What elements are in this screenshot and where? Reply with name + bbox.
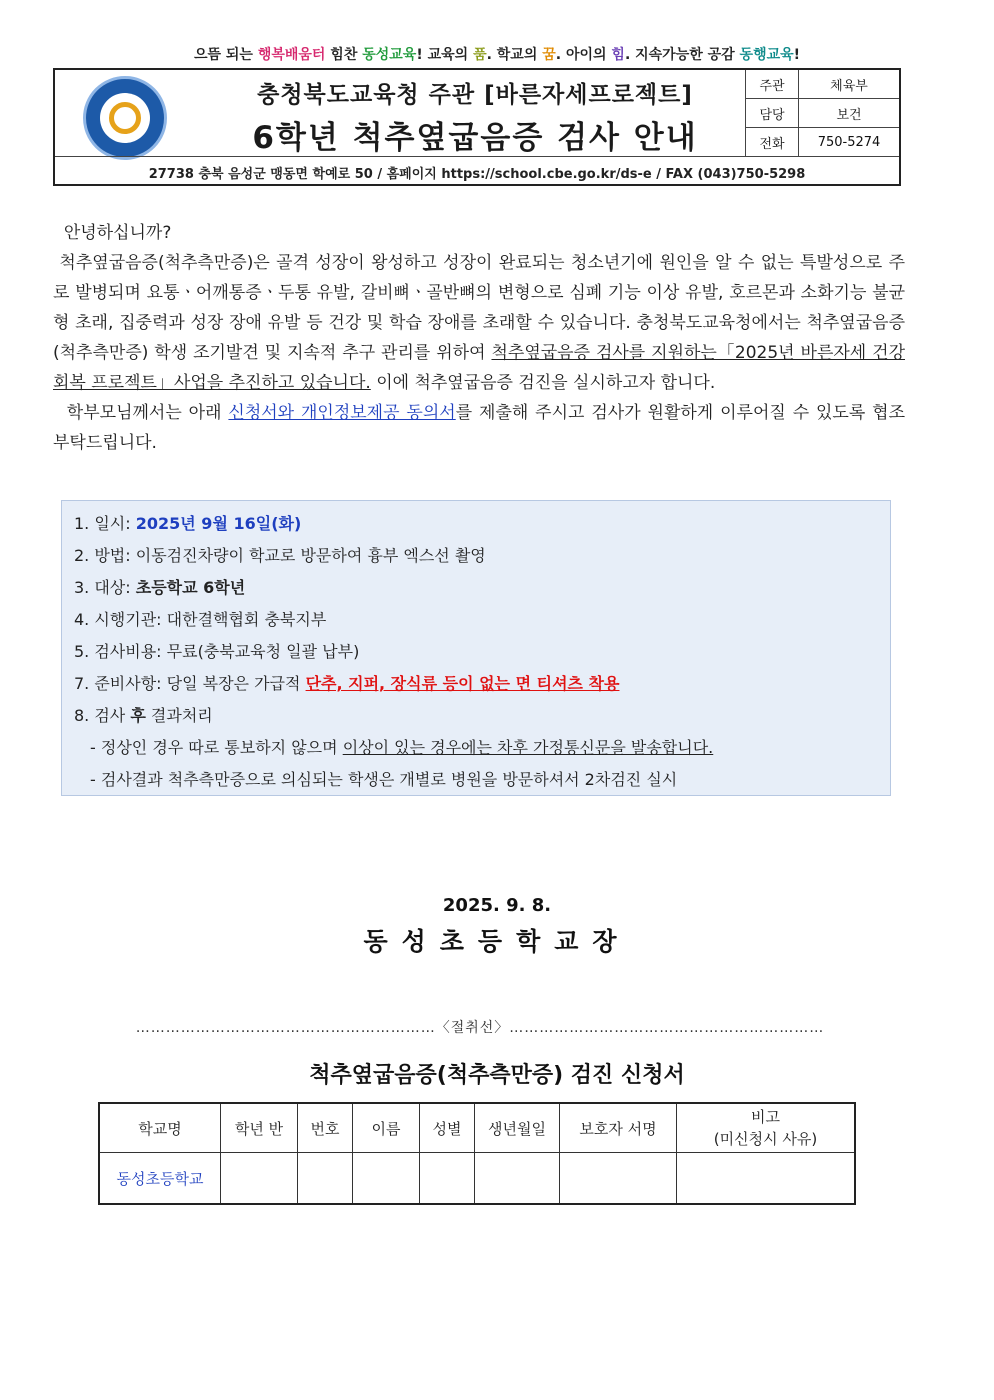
- form-input-gender[interactable]: [420, 1153, 475, 1205]
- detail-value: 초등학교 6학년: [135, 578, 246, 597]
- letter-date: 2025. 9. 8.: [442, 895, 552, 916]
- detail-sub-text: - 정상인 경우 따로 통보하지 않으며: [90, 738, 343, 757]
- cut-line: ……………………………………………………〈절취선〉………………………………………………………: [135, 1020, 825, 1036]
- detail-sub-followup: - 검사결과 척추측만증으로 의심되는 학생은 개별로 병원을 방문하셔서 2차검진 실시: [90, 770, 678, 789]
- form-input-guardian-signature[interactable]: [560, 1153, 677, 1205]
- slogan-text: 동행교육: [739, 47, 794, 63]
- letter-header: [53, 68, 901, 186]
- detail-sub-normal: [90, 735, 713, 758]
- info-value: 보건: [799, 99, 900, 128]
- form-header-cell: 성별: [420, 1103, 475, 1153]
- slogan-text: 꿈: [542, 47, 556, 63]
- detail-label: 결과처리: [145, 706, 213, 725]
- school-logo: [83, 76, 167, 160]
- info-key: 주관: [746, 70, 799, 99]
- header-title-line2: 6학년 척추옆굽음증 검사 안내: [252, 120, 698, 156]
- greeting: [53, 218, 905, 248]
- paragraph-text: 를 제출해 주시고 검사가 원활하게 이루어질 수 있도록 협조 부탁드립니다.: [53, 403, 906, 453]
- paragraph-2: [53, 398, 905, 458]
- greeting-text: 안녕하십니까?: [63, 223, 172, 243]
- exam-details-box: [61, 500, 891, 796]
- detail-target: [74, 575, 245, 598]
- info-value: 체육부: [799, 70, 900, 99]
- form-title: 척추옆굽음증(척추측만증) 검진 신청서: [309, 1063, 685, 1088]
- detail-value: 2025년 9월 16일(화): [135, 514, 302, 533]
- logo-emblem: [100, 93, 150, 143]
- form-header-cell: 생년월일: [475, 1103, 560, 1153]
- form-header-cell: 번호: [298, 1103, 353, 1153]
- detail-label: 3. 대상:: [74, 578, 136, 597]
- slogan-text: 행복배움터: [257, 47, 326, 63]
- info-key: 담당: [746, 99, 799, 128]
- form-input-row: [99, 1153, 855, 1205]
- paragraph-1: [53, 248, 905, 398]
- principal-signature: 동성초등학교장: [363, 927, 631, 956]
- header-divider: [55, 156, 899, 157]
- slogan-text: . 학교의: [486, 47, 543, 63]
- slogan-text: 으뜸 되는: [193, 47, 258, 63]
- letter-body: [53, 218, 905, 458]
- detail-label-bold: 후: [130, 706, 146, 725]
- detail-label: 1. 일시:: [74, 514, 136, 533]
- form-school-name: 동성초등학교: [99, 1153, 221, 1205]
- detail-label: 8. 검사: [74, 706, 131, 725]
- detail-institution: 4. 시행기관: 대한결핵협회 충북지부: [74, 610, 327, 629]
- form-input-grade-class[interactable]: [221, 1153, 298, 1205]
- slogan-text: 힘찬: [325, 47, 363, 63]
- school-address: 27738 충북 음성군 맹동면 학예로 50 / 홈페이지 https://school.cbe.go.kr/ds-e / FAX (043)750-5298: [148, 167, 806, 182]
- header-title-line1: 충청북도교육청 주관 [바른자세프로젝트]: [257, 82, 693, 108]
- logo-ring: [109, 102, 141, 134]
- detail-sub-underlined: 이상이 있는 경우에는 차후 가정통신문을 발송합니다.: [342, 738, 714, 757]
- detail-method: 2. 방법: 이동검진차량이 학교로 방문하여 흉부 엑스선 촬영: [74, 546, 486, 565]
- form-reference-link: 신청서와 개인정보제공 동의서: [228, 403, 456, 423]
- slogan-text: . 아이의: [555, 47, 612, 63]
- form-header-cell: 학교명: [99, 1103, 221, 1153]
- paragraph-text: 학부모님께서는 아래: [66, 403, 229, 423]
- form-header-cell: 이름: [353, 1103, 420, 1153]
- info-value: 750-5274: [799, 128, 900, 157]
- detail-value: 단추, 지퍼, 장식류 등이 없는 면 티셔츠 착용: [305, 674, 620, 693]
- detail-label: 7. 준비사항: 당일 복장은 가급적: [74, 674, 306, 693]
- slogan-text: !: [793, 47, 801, 63]
- title-box: [205, 70, 745, 156]
- slogan-text: . 지속가능한 공감: [624, 47, 740, 63]
- contact-info-table: [745, 70, 899, 156]
- slogan-text: 힘: [611, 47, 625, 63]
- application-form-table: [98, 1102, 856, 1205]
- form-header-row: [99, 1103, 855, 1153]
- form-input-birthdate[interactable]: [475, 1153, 560, 1205]
- detail-cost: 5. 검사비용: 무료(충북교육청 일괄 납부): [74, 642, 360, 661]
- form-header-cell: 보호자 서명: [560, 1103, 677, 1153]
- form-input-remarks[interactable]: [677, 1153, 856, 1205]
- slogan-text: 동성교육: [362, 47, 417, 63]
- paragraph-text: 이에 척추옆굽음증 검진을 실시하고자 합니다.: [370, 373, 716, 393]
- detail-preparation: [74, 671, 619, 694]
- paragraph-underlined-text: 척추옆굽음증 검사를 지원하는「2025년 바른자세 건강회복 프로젝트」사업을 추진하고 있습니다.: [53, 343, 905, 393]
- slogan-text: 품: [473, 47, 487, 63]
- detail-result-handling: [74, 703, 213, 726]
- detail-date: [74, 511, 301, 534]
- form-header-cell: 학년 반: [221, 1103, 298, 1153]
- paragraph-text: 척추옆굽음증(척추측만증)은 골격 성장이 왕성하고 성장이 완료되는 청소년기에 원인을 알 수 없는 특발성으로 주로 발병되며 요통ㆍ어깨통증ㆍ두통 유발, 갈비뼈ㆍ골반뼈의 변형으로 심폐 기능 이상 유발, 호르몬과 소화기능 불균형 초래, 집중력과 성장 장애 유발 등 건강 및 학습 장애를 초래할 수 있습니다. 충청북도교육청에서는 척추옆굽음증(척추측만증) 학생 조기발견 및 지속적 추구 관리를 위하여: [53, 253, 906, 363]
- form-input-name[interactable]: [353, 1153, 420, 1205]
- form-input-number[interactable]: [298, 1153, 353, 1205]
- info-key: 전화: [746, 128, 799, 157]
- form-header-cell: 비고 (미신청시 사유): [677, 1103, 856, 1153]
- slogan-text: ! 교육의: [416, 47, 474, 63]
- slogan: [0, 44, 994, 64]
